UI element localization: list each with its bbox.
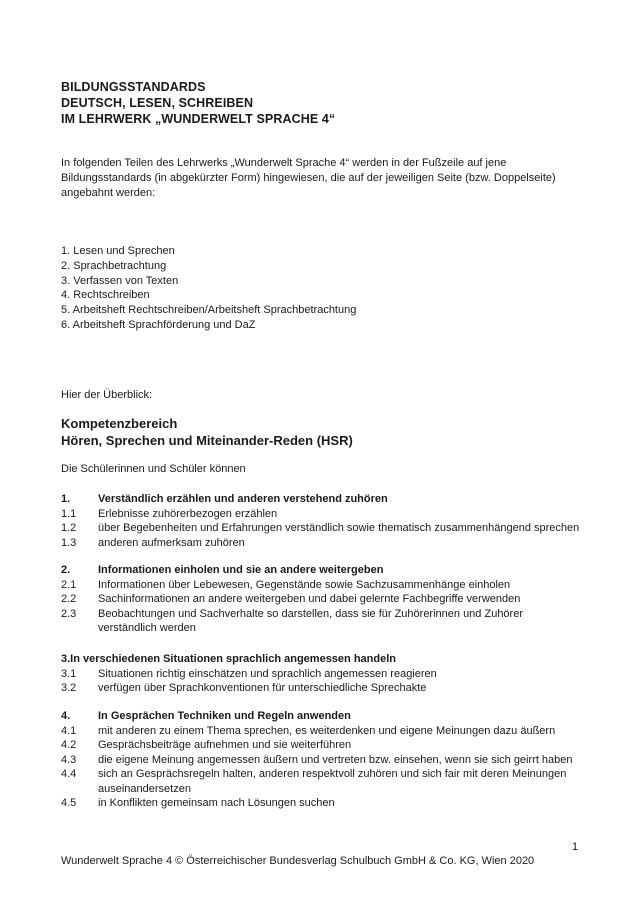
item-number: 3.2 <box>61 682 77 694</box>
item-number: 2.2 <box>61 593 77 605</box>
competence-item <box>61 681 581 696</box>
intro-paragraph: In folgenden Teilen des Lehrwerks „Wunderwelt Sprache 4“ werden in der Fußzeile auf jene Bildungsstandards (in abgekürzter Form) hingewiesen, die auf der jeweiligen Seite (bzw. Doppelseite) angebahnt werden: <box>61 157 556 199</box>
competence-item <box>61 753 581 768</box>
item-text: sich an Gesprächsregeln halten, anderen respektvoll zuhören und sich fair mit deren Meinungen auseinandersetzen <box>98 768 567 795</box>
competence-item <box>61 738 581 753</box>
competence-item <box>61 536 581 551</box>
item-text: verfügen über Sprachkonventionen für unterschiedliche Sprechakte <box>98 682 427 694</box>
item-number: 1.1 <box>61 507 77 520</box>
item-text: anderen aufmerksam zuhören <box>98 536 245 549</box>
competence-item <box>61 507 581 522</box>
competence-item <box>61 578 581 593</box>
competence-title: Informationen einholen und sie an andere weitergeben <box>98 564 384 576</box>
competence-item <box>61 667 581 682</box>
item-number: 1.2 <box>61 522 77 534</box>
competence-title: 3.In verschiedenen Situationen sprachlich angemessen handeln <box>61 653 396 665</box>
item-number: 1.3 <box>61 536 77 549</box>
item-text: mit anderen zu einem Thema sprechen, es weiterdenken und eigene Meinungen dazu äußern <box>98 724 556 737</box>
competence-item <box>61 724 581 739</box>
competence-3 <box>61 652 581 696</box>
item-number: 4.4 <box>61 768 77 780</box>
competence-1 <box>61 492 581 550</box>
item-text: Informationen über Lebewesen, Gegenstände sowie Sachzusammenhänge einholen <box>98 578 511 591</box>
list-item: 3. Verfassen von Texten <box>61 274 179 287</box>
item-number: 4.1 <box>61 724 77 737</box>
list-item: 1. Lesen und Sprechen <box>61 245 175 257</box>
overview-label: Hier der Überblick: <box>61 389 153 401</box>
list-item: 5. Arbeitsheft Rechtschreiben/Arbeitsheft Sprachbetrachtung <box>61 304 357 317</box>
competence-number: 1. <box>61 493 71 505</box>
item-text: Gesprächsbeiträge aufnehmen und sie weiterführen <box>98 739 352 751</box>
competence-title: In Gesprächen Techniken und Regeln anwenden <box>98 710 351 722</box>
document-title <box>61 79 335 127</box>
list-item: 6. Arbeitsheft Sprachförderung und DaZ <box>61 318 256 331</box>
title-line-2: DEUTSCH, LESEN, SCHREIBEN <box>61 96 254 110</box>
item-text: die eigene Meinung angemessen äußern und vertreten bzw. einsehen, wenn sie sich geirrt haben <box>98 753 573 766</box>
item-number: 4.2 <box>61 739 77 751</box>
competence-item <box>61 767 581 796</box>
competence-title: Verständlich erzählen und anderen verstehend zuhören <box>98 493 388 505</box>
item-text: Erlebnisse zuhörerbezogen erzählen <box>98 507 278 520</box>
competence-heading <box>61 563 581 578</box>
section-heading-line-1: Kompetenzbereich <box>61 416 178 431</box>
section-heading <box>61 415 353 449</box>
competence-2 <box>61 563 581 636</box>
item-text: Situationen richtig einschätzen und sprachlich angemessen reagieren <box>98 667 437 680</box>
competence-item <box>61 592 581 607</box>
title-line-3: IM LEHRWERK „WUNDERWELT SPRACHE 4“ <box>61 112 336 126</box>
competence-heading <box>61 709 581 724</box>
competence-number: 2. <box>61 564 71 576</box>
section-heading-line-2: Hören, Sprechen und Miteinander-Reden (HSR) <box>61 433 353 448</box>
list-item: 2. Sprachbetrachtung <box>61 259 167 272</box>
item-text: Beobachtungen und Sachverhalte so darstellen, dass sie für Zuhörerinnen und Zuhörer verständlich werden <box>98 607 523 634</box>
item-text: in Konflikten gemeinsam nach Lösungen suchen <box>98 797 335 809</box>
item-number: 4.5 <box>61 797 77 809</box>
item-text: Sachinformationen an andere weitergeben und dabei gelernte Fachbegriffe verwenden <box>98 593 521 605</box>
competence-number: 4. <box>61 710 71 722</box>
competence-item <box>61 607 581 636</box>
competence-item <box>61 521 581 536</box>
competence-heading <box>61 492 581 507</box>
item-number: 2.1 <box>61 578 77 591</box>
list-item: 4. Rechtschreiben <box>61 289 150 302</box>
item-number: 2.3 <box>61 607 77 620</box>
title-line-1: BILDUNGSSTANDARDS <box>61 80 206 94</box>
item-number: 4.3 <box>61 753 77 766</box>
item-number: 3.1 <box>61 667 77 680</box>
item-text: über Begebenheiten und Erfahrungen verständlich sowie thematisch zusammenhängend sprechen <box>98 522 580 534</box>
competence-4 <box>61 709 581 811</box>
lead-sentence: Die Schülerinnen und Schüler können <box>61 463 246 475</box>
page-number: 1 <box>572 841 579 853</box>
page-footer: Wunderwelt Sprache 4 © Österreichischer Bundesverlag Schulbuch GmbH & Co. KG, Wien 2020 <box>61 855 535 867</box>
parts-list <box>61 244 356 333</box>
competence-item <box>61 796 581 811</box>
